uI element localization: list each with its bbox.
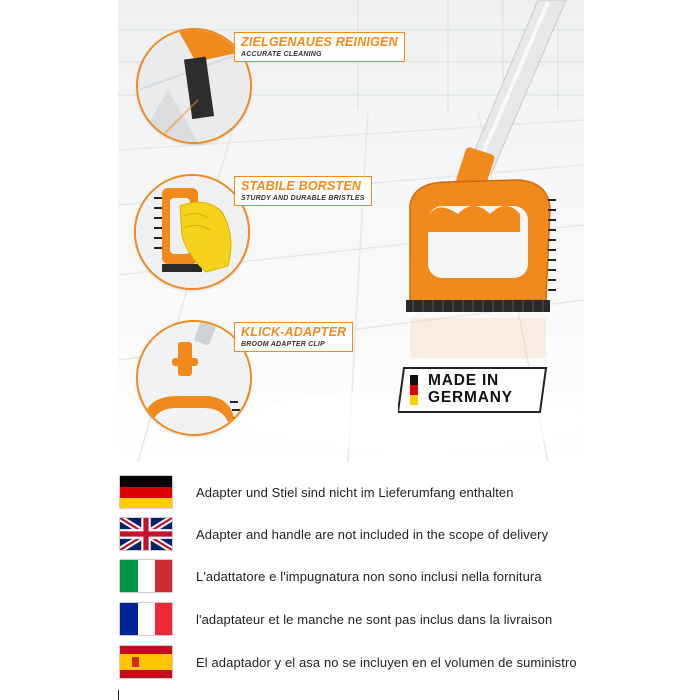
france-flag-icon (120, 603, 172, 635)
feature-title: ZIELGENAUES REINIGEN (241, 35, 398, 49)
spain-flag-icon (120, 646, 172, 678)
notice-row-de (0, 476, 700, 510)
feature-label (234, 176, 372, 206)
feature-subtitle: BROOM ADAPTER CLIP (241, 340, 325, 348)
notice-text: Adapter und Stiel sind nicht im Lieferumfang enthalten (196, 485, 514, 500)
notice-row-en (0, 518, 700, 552)
notice-row-es (0, 646, 700, 680)
made-in-germany-badge (398, 366, 548, 414)
germany-flag-icon (120, 476, 172, 508)
feature-title: STABILE BORSTEN (241, 179, 362, 193)
notice-text: L'adattatore e l'impugnatura non sono inclusi nella fornitura (196, 569, 542, 584)
notice-text: El adaptador y el asa no se incluyen en el volumen de suministro (196, 655, 577, 670)
feature-label (234, 32, 405, 62)
gloved-hand-brush-icon (134, 174, 250, 290)
uk-flag-icon (120, 518, 172, 550)
notice-text: l'adaptateur et le manche ne sont pas inclus dans la livraison (196, 612, 553, 627)
notice-text: Adapter and handle are not included in the scope of delivery (196, 527, 549, 542)
edge-mark (118, 690, 119, 700)
feature-subtitle: ACCURATE CLEANING (241, 50, 322, 58)
made-in-germany-text (428, 372, 513, 406)
badge-line-1: MADE IN (428, 372, 500, 389)
italy-flag-icon (120, 560, 172, 592)
feature-title: KLICK-ADAPTER (241, 325, 347, 339)
notice-row-it (0, 560, 700, 594)
feature-subtitle: STURDY AND DURABLE BRISTLES (241, 194, 365, 202)
badge-line-2: GERMANY (428, 389, 513, 406)
notice-row-fr (0, 603, 700, 637)
feature-label (234, 322, 353, 352)
